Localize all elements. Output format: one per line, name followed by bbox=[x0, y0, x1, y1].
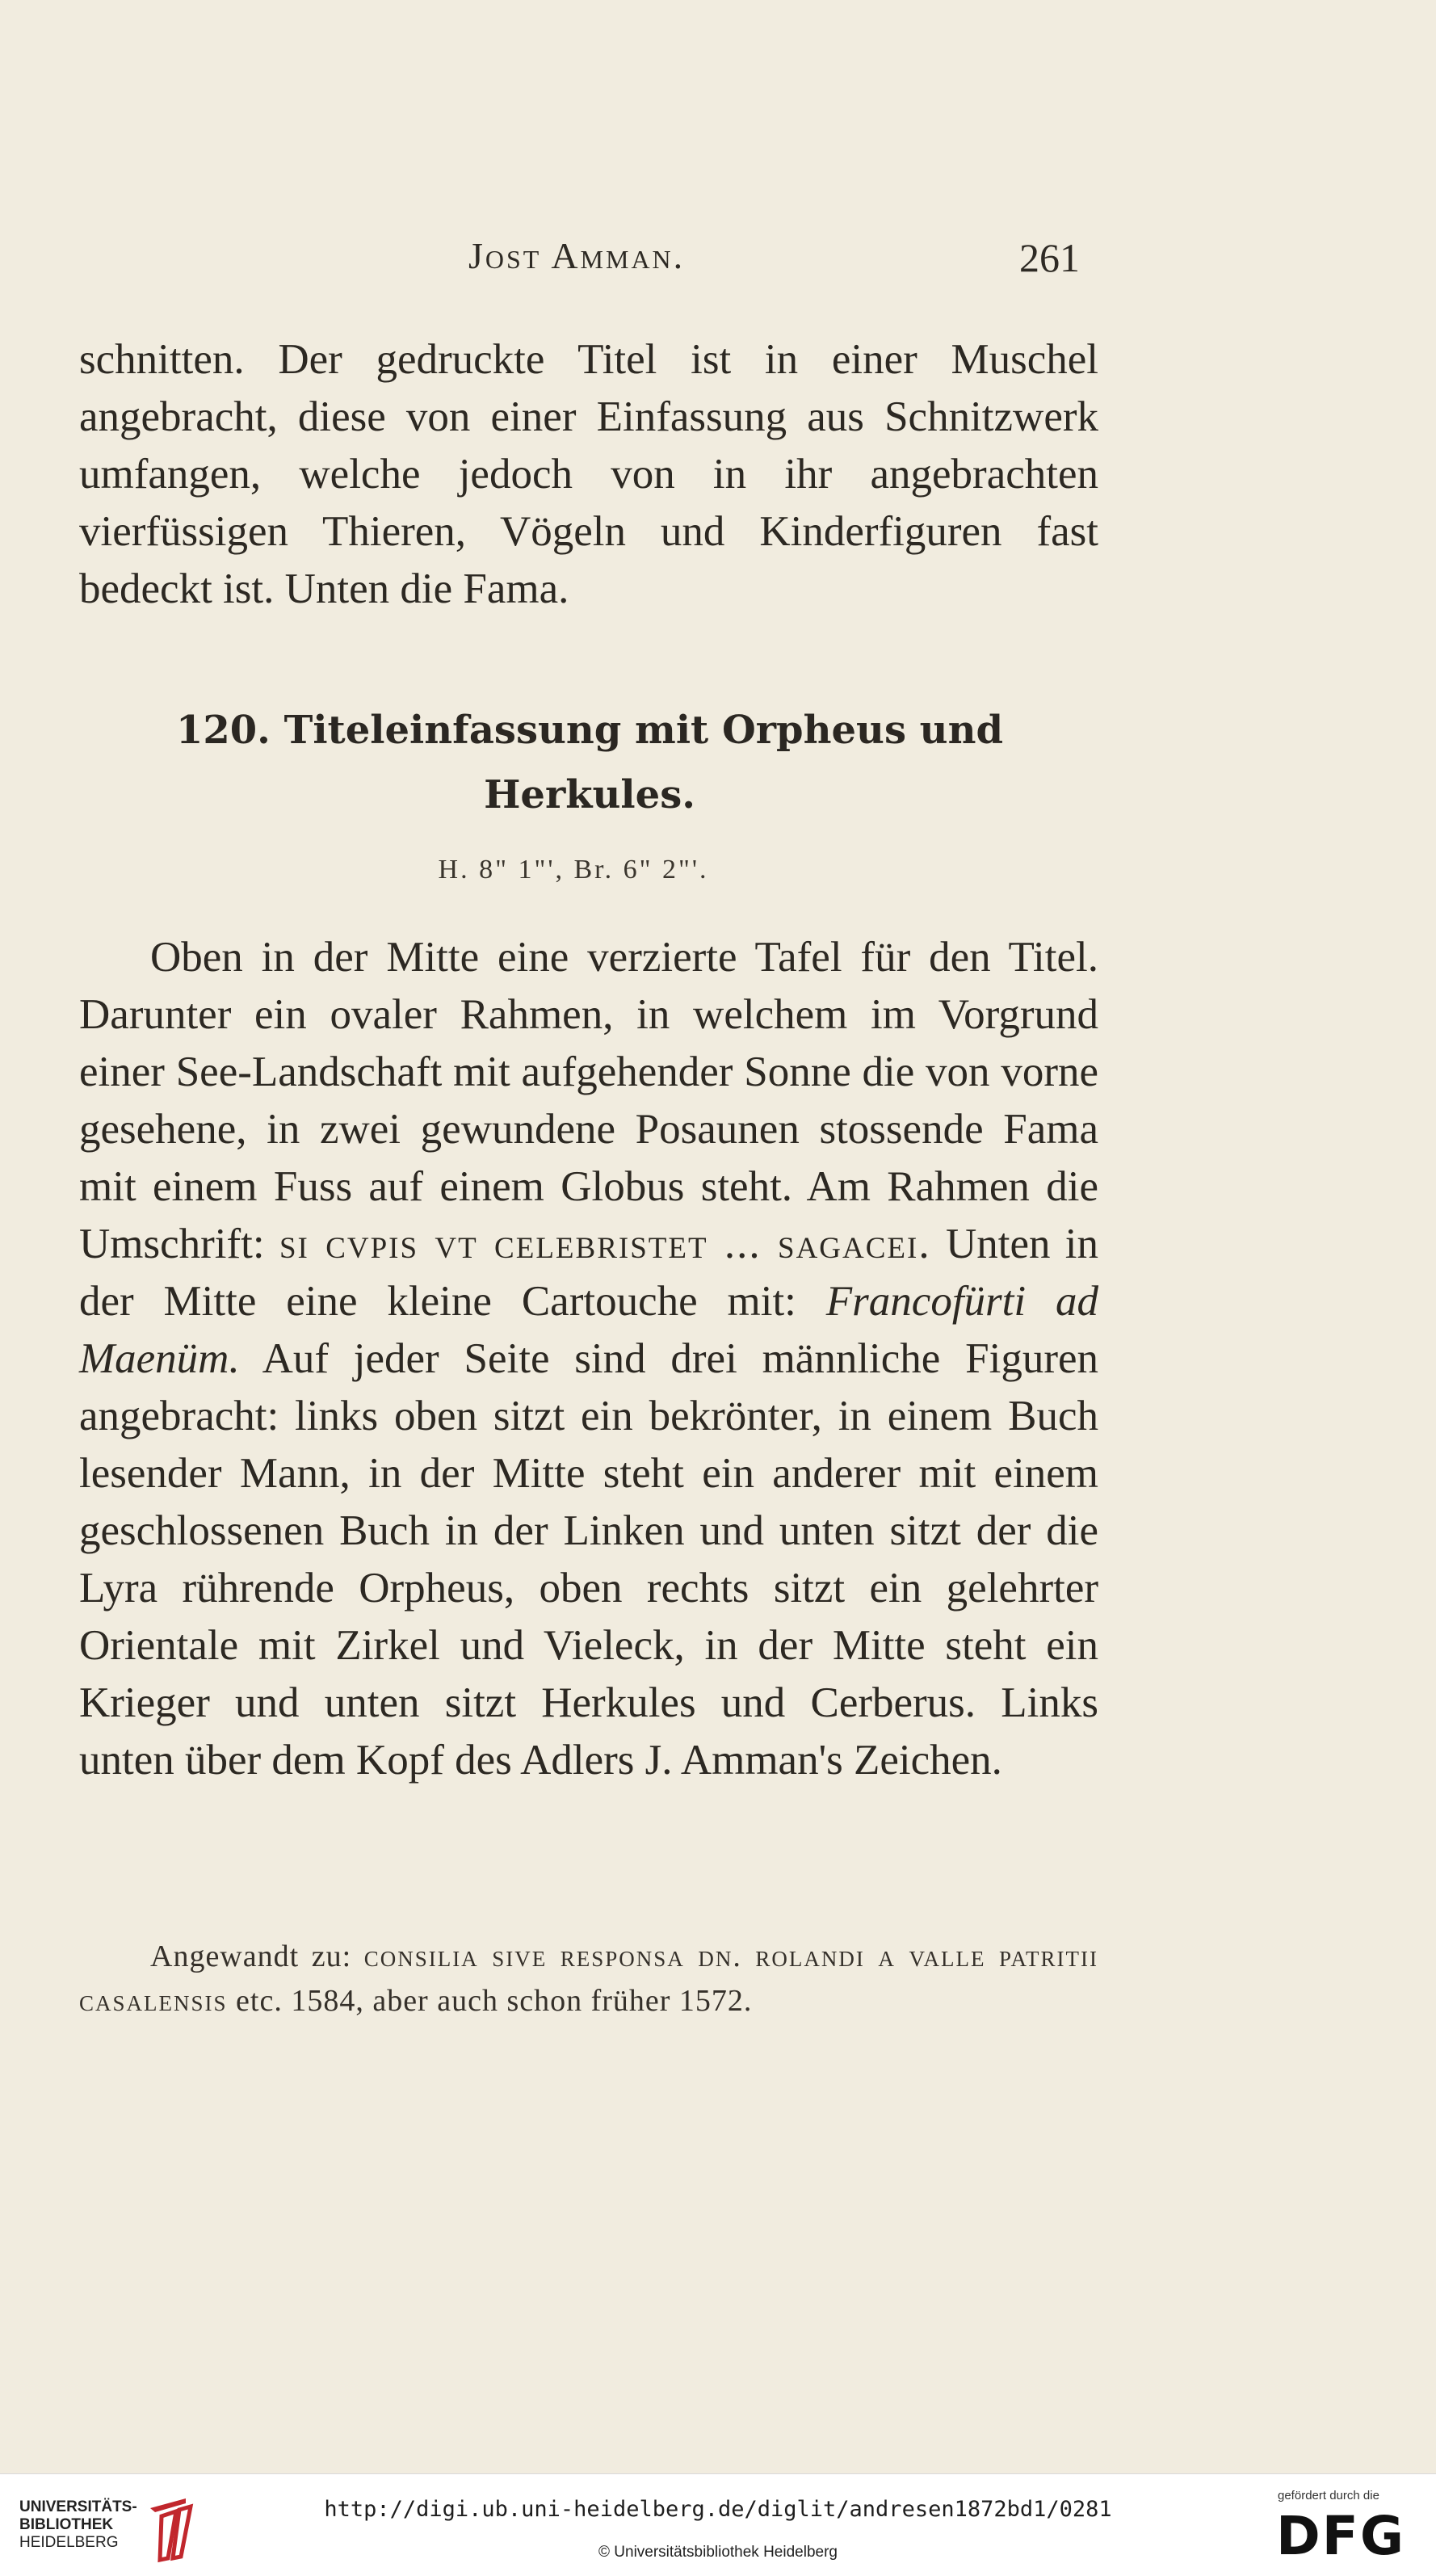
running-title: Jost Amman. bbox=[468, 235, 686, 276]
usage-note bbox=[79, 1935, 1098, 2023]
entry-title-line2: Herkules. bbox=[484, 772, 695, 817]
entry-dimensions: H. 8" 1"', Br. 6" 2"'. bbox=[438, 855, 709, 885]
note-lead: Angewandt zu: bbox=[150, 1939, 364, 1973]
library-name-line2: BIBLIOTHEK bbox=[19, 2516, 114, 2533]
description-part3: Auf jeder Seite sind drei männliche Figuren angebracht: links oben sitzt ein bekrönter, in einem Buch lesender Mann, in der Mitte steht ein anderer mit einem geschlossenen Buch in der Linken und unten sitzt der die Lyra rührende Orpheus, oben rechts sitzt ein gelehrter Orientale mit Zirkel und Vieleck, in der Mitte steht ein Krieger und unten sitzt Herkules und Cerberus. Links unten über dem Kopf des Adlers J. Amman's Zeichen. bbox=[79, 1335, 1098, 1784]
entry-description bbox=[79, 929, 1098, 1789]
paragraph-continuation: schnitten. Der gedruckte Titel ist in einer Muschel angebracht, diese von einer Einfassung aus Schnitzwerk umfangen, welche jedoch von in ihr angebrachten vierfüssigen Thieren, Vögeln und Kinderfiguren fast bedeckt ist. Unten die Fama. bbox=[79, 336, 1098, 612]
note-work-title: consilia sive responsa dn. rolandi a valle patritii casalensis bbox=[79, 1939, 1098, 2018]
library-name-line3: HEIDELBERG bbox=[19, 2534, 119, 2551]
description-part2: Unten in der Mitte eine kleine Cartouche mit: bbox=[79, 1221, 1099, 1325]
library-name-line1: UNIVERSITÄTS- bbox=[19, 2498, 137, 2515]
funder-label: gefördert durch die bbox=[1278, 2489, 1379, 2502]
description-part1: Oben in der Mitte eine verzierte Tafel für den Titel. Darunter ein ovaler Rahmen, in welchem im Vorgrund einer See-Landschaft mit aufgehender Sonne die von vorne gesehene, in zwei gewundene Posaunen stossende Fama mit einem Fuss auf einem Globus steht. Am Rahmen die Umschrift: bbox=[79, 934, 1098, 1267]
permalink-url[interactable]: http://digi.ub.uni-heidelberg.de/diglit/andresen1872bd1/0281 bbox=[324, 2497, 1112, 2522]
cartouche-text: Francofürti ad Maenüm. bbox=[79, 1278, 1099, 1382]
copyright-notice: © Universitätsbibliothek Heidelberg bbox=[598, 2544, 838, 2561]
entry-heading bbox=[129, 698, 1050, 827]
note-tail: etc. 1584, aber auch schon früher 1572. bbox=[227, 1984, 753, 2018]
entry-title-line1: Titeleinfassung mit Orpheus und bbox=[283, 708, 1004, 753]
dfg-logo[interactable]: DFG bbox=[1276, 2505, 1406, 2567]
entry-number: 120. bbox=[175, 708, 271, 753]
inscription-text: si cvpis vt celebristet ... sagacei. bbox=[279, 1221, 931, 1267]
viewer-footer bbox=[0, 2473, 1436, 2576]
page-number: 261 bbox=[1019, 235, 1080, 280]
